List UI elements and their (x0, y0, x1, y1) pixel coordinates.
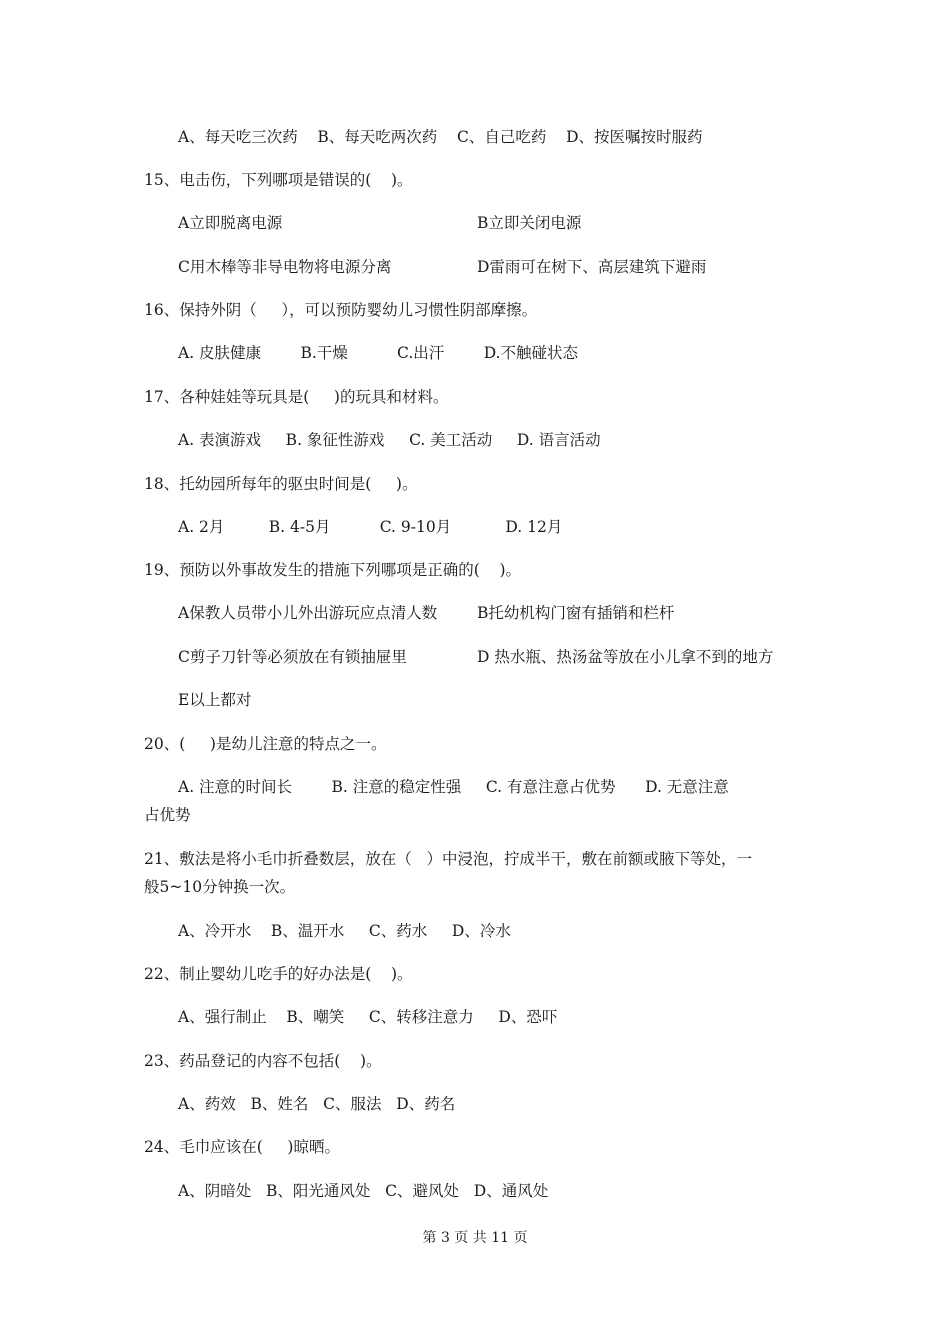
q22-stem: 22、制止婴幼儿吃手的好办法是( )。 (144, 965, 413, 983)
q15-option-c: C用木棒等非导电物将电源分离 (178, 258, 392, 276)
q19-option-d: D 热水瓶、热汤盆等放在小儿拿不到的地方 (477, 648, 774, 666)
q23-stem: 23、药品登记的内容不包括( )。 (144, 1052, 382, 1070)
q17-stem: 17、各种娃娃等玩具是( )的玩具和材料。 (144, 388, 449, 406)
q19-option-a: A保教人员带小儿外出游玩应点清人数 (178, 604, 438, 622)
q19-option-c: C剪子刀针等必须放在有锁抽屉里 (178, 648, 407, 666)
q21-options: A、冷开水 B、温开水 C、药水 D、冷水 (178, 922, 511, 940)
q20-options: A. 注意的时间长 B. 注意的稳定性强 C. 有意注意占优势 D. 无意注意 (178, 778, 729, 796)
q21-stem-cont: 般5~10分钟换一次。 (144, 878, 296, 896)
q24-options: A、阴暗处 B、阳光通风处 C、避风处 D、通风处 (178, 1182, 549, 1200)
q15-option-a: A立即脱离电源 (178, 214, 283, 232)
q22-options: A、强行制止 B、嘲笑 C、转移注意力 D、恐吓 (178, 1008, 558, 1026)
q24-stem: 24、毛巾应该在( )晾晒。 (144, 1138, 340, 1156)
q19-stem: 19、预防以外事故发生的措施下列哪项是正确的( )。 (144, 561, 522, 579)
q15-option-b: B立即关闭电源 (477, 214, 582, 232)
q19-option-e: E以上都对 (178, 691, 252, 709)
q15-option-d: D雷雨可在树下、高层建筑下避雨 (477, 258, 707, 276)
page-footer: 第 3 页 共 11 页 (422, 1230, 528, 1246)
q21-stem: 21、敷法是将小毛巾折叠数层，放在（ ）中浸泡，拧成半干，敷在前额或腋下等处，一 (144, 850, 753, 868)
q16-options: A. 皮肤健康 B.干燥 C.出汗 D.不触碰状态 (178, 344, 579, 362)
q19-option-b: B托幼机构门窗有插销和栏杆 (477, 604, 675, 622)
q23-options: A、药效 B、姓名 C、服法 D、药名 (178, 1095, 456, 1113)
q18-options: A. 2月 B. 4-5月 C. 9-10月 D. 12月 (178, 518, 563, 536)
q20-stem: 20、( )是幼儿注意的特点之一。 (144, 735, 387, 753)
q18-stem: 18、托幼园所每年的驱虫时间是( )。 (144, 475, 418, 493)
q15-stem: 15、电击伤，下列哪项是错误的( )。 (144, 171, 413, 189)
q14-options: A、每天吃三次药 B、每天吃两次药 C、自己吃药 D、按医嘱按时服药 (178, 128, 703, 146)
q17-options: A. 表演游戏 B. 象征性游戏 C. 美工活动 D. 语言活动 (178, 431, 601, 449)
q20-options-cont: 占优势 (144, 806, 191, 824)
q16-stem: 16、保持外阴（ ），可以预防婴幼儿习惯性阴部摩擦。 (144, 301, 538, 319)
